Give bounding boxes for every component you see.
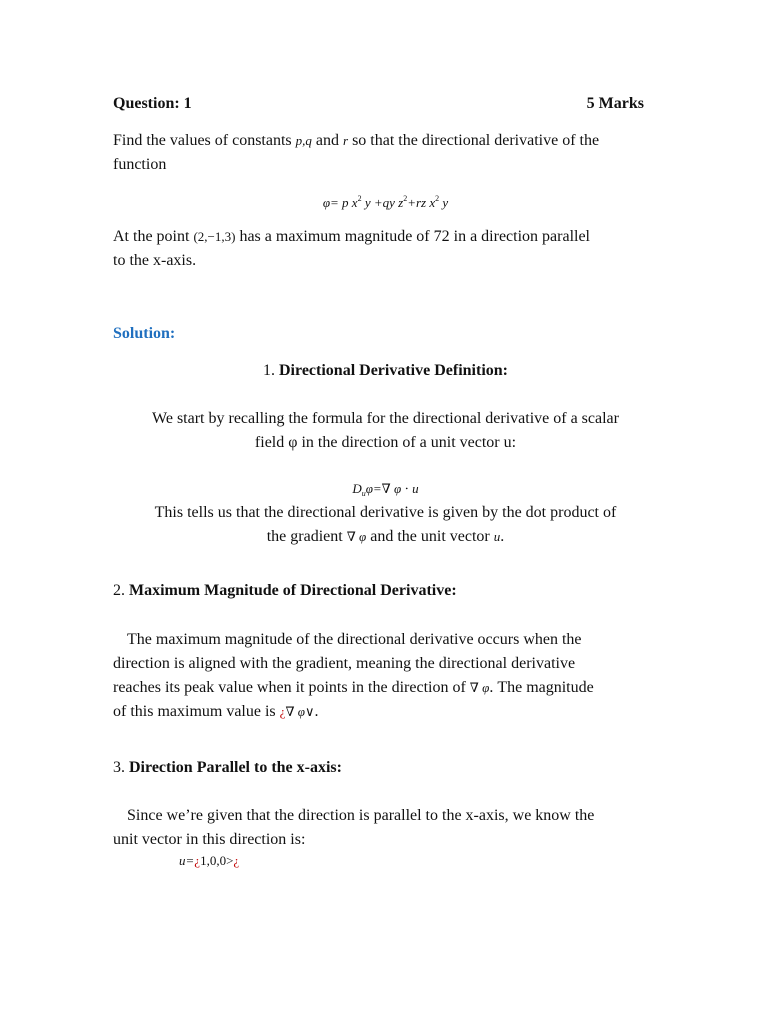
constant-r: r [343, 133, 349, 148]
step-number: 1. [263, 362, 279, 379]
question-text: Find the values of constants [113, 132, 296, 149]
directional-derivative-equation [113, 479, 658, 501]
eq-part: D [352, 481, 362, 496]
formula-part: y [439, 195, 449, 210]
formula-part: y +qy z [361, 195, 404, 210]
step-2-para-line-3 [113, 678, 594, 698]
step-1-para-line-3: This tells us that the directional derivative is given by the dot product of [154, 504, 617, 521]
step-1-para-line-1: We start by recalling the formula for the directional derivative of a scalar [152, 410, 619, 427]
step-1-heading [113, 361, 658, 381]
step-1-para-line-4 [113, 527, 658, 547]
question-text-line-3 [113, 227, 590, 247]
gradient-symbol: ∇ φ [346, 529, 367, 544]
function-formula [113, 193, 658, 215]
step-2-para-line-4 [113, 702, 318, 722]
text: . The magnitude [489, 679, 594, 696]
question-label: Question: 1 [113, 95, 192, 112]
eq-part: u= [179, 853, 195, 868]
unit-vector-equation [179, 851, 239, 871]
gradient-symbol: ∇ φ [469, 680, 490, 695]
unit-vector-symbol: u [493, 529, 501, 544]
eq-part: 1,0,0> [200, 853, 234, 868]
constants-pq: p,q [295, 133, 312, 148]
question-text: At the point [113, 228, 194, 245]
and-word: and [311, 132, 343, 149]
garbled-glyph: ¿ [233, 853, 240, 868]
subscript: u [361, 489, 366, 498]
text: . [500, 528, 505, 545]
question-text: so that the directional derivative of the [348, 132, 600, 149]
step-title: Maximum Magnitude of Directional Derivative: [129, 582, 457, 599]
step-number: 3. [113, 759, 129, 776]
step-title: Direction Parallel to the x-axis: [129, 759, 342, 776]
text: reaches its peak value when it points in the direction of [113, 679, 470, 696]
formula-part: φ= p x [322, 195, 358, 210]
question-text-line-2: function [113, 156, 167, 173]
question-text-line-1 [113, 131, 599, 151]
exponent: 2 [435, 194, 440, 203]
question-header [113, 94, 658, 114]
garbled-glyph: ¿ [279, 704, 286, 719]
point-coordinates: (2,−1,3) [193, 229, 236, 244]
solution-heading: Solution: [113, 325, 176, 342]
exponent: 2 [357, 194, 362, 203]
eq-part: φ=∇ φ ⋅ u [365, 481, 419, 496]
question-text-line-4: to the x-axis. [113, 252, 197, 269]
step-3-heading [113, 758, 342, 778]
exponent: 2 [403, 194, 408, 203]
formula-part: +rz x [407, 195, 436, 210]
gradient-magnitude: ∇ φ∨ [285, 704, 315, 719]
garbled-glyph: ¿ [194, 853, 201, 868]
document-page [113, 0, 658, 1024]
step-3-para-line-2: unit vector in this direction is: [113, 831, 306, 848]
text: of this maximum value is [113, 703, 280, 720]
step-1-para-line-2: field φ in the direction of a unit vector u: [254, 434, 517, 451]
step-2-para-line-1: The maximum magnitude of the directional derivative occurs when the [127, 631, 582, 648]
step-number: 2. [113, 582, 129, 599]
step-2-para-line-2: direction is aligned with the gradient, meaning the directional derivative [113, 655, 576, 672]
marks-label: 5 Marks [586, 95, 644, 112]
text: . [314, 703, 319, 720]
step-3-para-line-1: Since we’re given that the direction is parallel to the x-axis, we know the [127, 807, 595, 824]
question-text: has a maximum magnitude of 72 in a direction parallel [235, 228, 590, 245]
step-title: Directional Derivative Definition: [279, 362, 508, 379]
step-2-heading [113, 581, 457, 601]
text: the gradient [266, 528, 347, 545]
text: and the unit vector [366, 528, 494, 545]
